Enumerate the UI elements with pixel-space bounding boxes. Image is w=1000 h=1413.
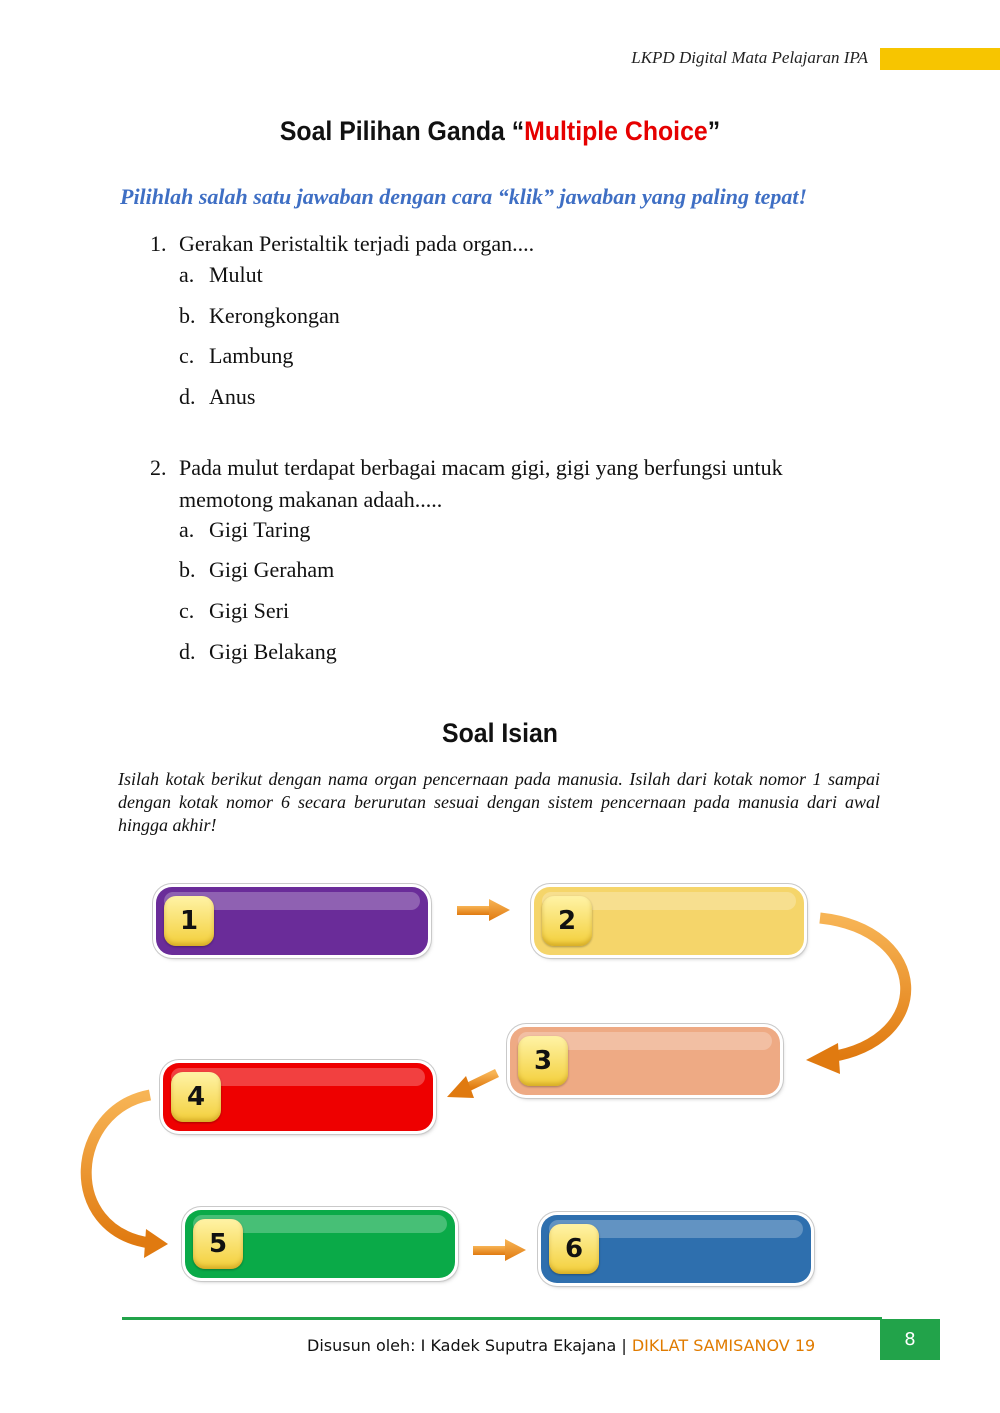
arrow-3-to-4 bbox=[447, 1073, 497, 1098]
footer-divider bbox=[122, 1317, 882, 1320]
multiple-choice-instruction: Pilihlah salah satu jawaban dengan cara “klik” jawaban yang paling tepat! bbox=[120, 184, 808, 209]
box-number-badge: 5 bbox=[193, 1219, 243, 1269]
arrow-1-to-2 bbox=[457, 899, 510, 921]
box-number-badge: 1 bbox=[164, 896, 214, 946]
question-number: 1. bbox=[150, 231, 167, 256]
option-text: Lambung bbox=[209, 343, 294, 368]
option-letter: a. bbox=[179, 517, 195, 542]
box-number-badge: 6 bbox=[549, 1224, 599, 1274]
fill-in-title: Soal Isian bbox=[442, 718, 558, 748]
title-highlight: Multiple Choice bbox=[524, 116, 708, 146]
answer-box-1[interactable] bbox=[156, 887, 428, 955]
option-letter: b. bbox=[179, 557, 196, 582]
option-letter: b. bbox=[179, 303, 196, 328]
footer-organization: DIKLAT SAMISANOV 19 bbox=[631, 1336, 816, 1355]
question-text: Pada mulut terdapat berbagai macam gigi, gigi yang berfungsi untuk memotong makanan adaah..... bbox=[179, 455, 783, 512]
option-text: Anus bbox=[209, 384, 256, 409]
option-text: Gigi Geraham bbox=[209, 557, 335, 582]
arrow-4-to-5 bbox=[86, 1095, 168, 1258]
option-letter: a. bbox=[179, 262, 195, 287]
box-number-badge: 2 bbox=[542, 896, 592, 946]
option-text: Mulut bbox=[209, 262, 263, 287]
option-text: Gigi Belakang bbox=[209, 639, 337, 664]
option-text: Gigi Taring bbox=[209, 517, 311, 542]
option-letter: c. bbox=[179, 343, 195, 368]
question-number: 2. bbox=[150, 455, 167, 480]
option-letter: c. bbox=[179, 598, 195, 623]
answer-box-5[interactable] bbox=[185, 1210, 455, 1278]
header-title: LKPD Digital Mata Pelajaran IPA bbox=[631, 48, 868, 67]
title-prefix: Soal Pilihan Ganda “ bbox=[279, 116, 525, 146]
option-text: Gigi Seri bbox=[209, 598, 290, 623]
answer-box-2[interactable] bbox=[534, 887, 804, 955]
option-text: Kerongkongan bbox=[209, 303, 340, 328]
answer-box-3[interactable] bbox=[510, 1027, 780, 1095]
option-letter: d. bbox=[179, 384, 196, 409]
box-number-badge: 4 bbox=[171, 1072, 221, 1122]
arrow-5-to-6 bbox=[473, 1239, 526, 1261]
title-suffix: ” bbox=[707, 116, 721, 146]
footer-author: Disusun oleh: I Kadek Suputra Ekajana | bbox=[307, 1336, 632, 1355]
option-letter: d. bbox=[179, 639, 196, 664]
answer-box-4[interactable] bbox=[163, 1063, 433, 1131]
page-number: 8 bbox=[880, 1319, 940, 1360]
question-text: Gerakan Peristaltik terjadi pada organ.... bbox=[179, 231, 535, 256]
arrow-2-to-3 bbox=[806, 918, 906, 1074]
fill-in-instruction: Isilah kotak berikut dengan nama organ pencernaan pada manusia. Isilah dari kotak nomor 1 sampai dengan kotak nomor 6 secara berurutan sesuai dengan sistem pencernaan pada manusia dari awal hingga akhir! bbox=[118, 769, 880, 835]
footer-credit bbox=[307, 1336, 815, 1355]
answer-box-6[interactable] bbox=[541, 1215, 811, 1283]
box-number-badge: 3 bbox=[518, 1036, 568, 1086]
